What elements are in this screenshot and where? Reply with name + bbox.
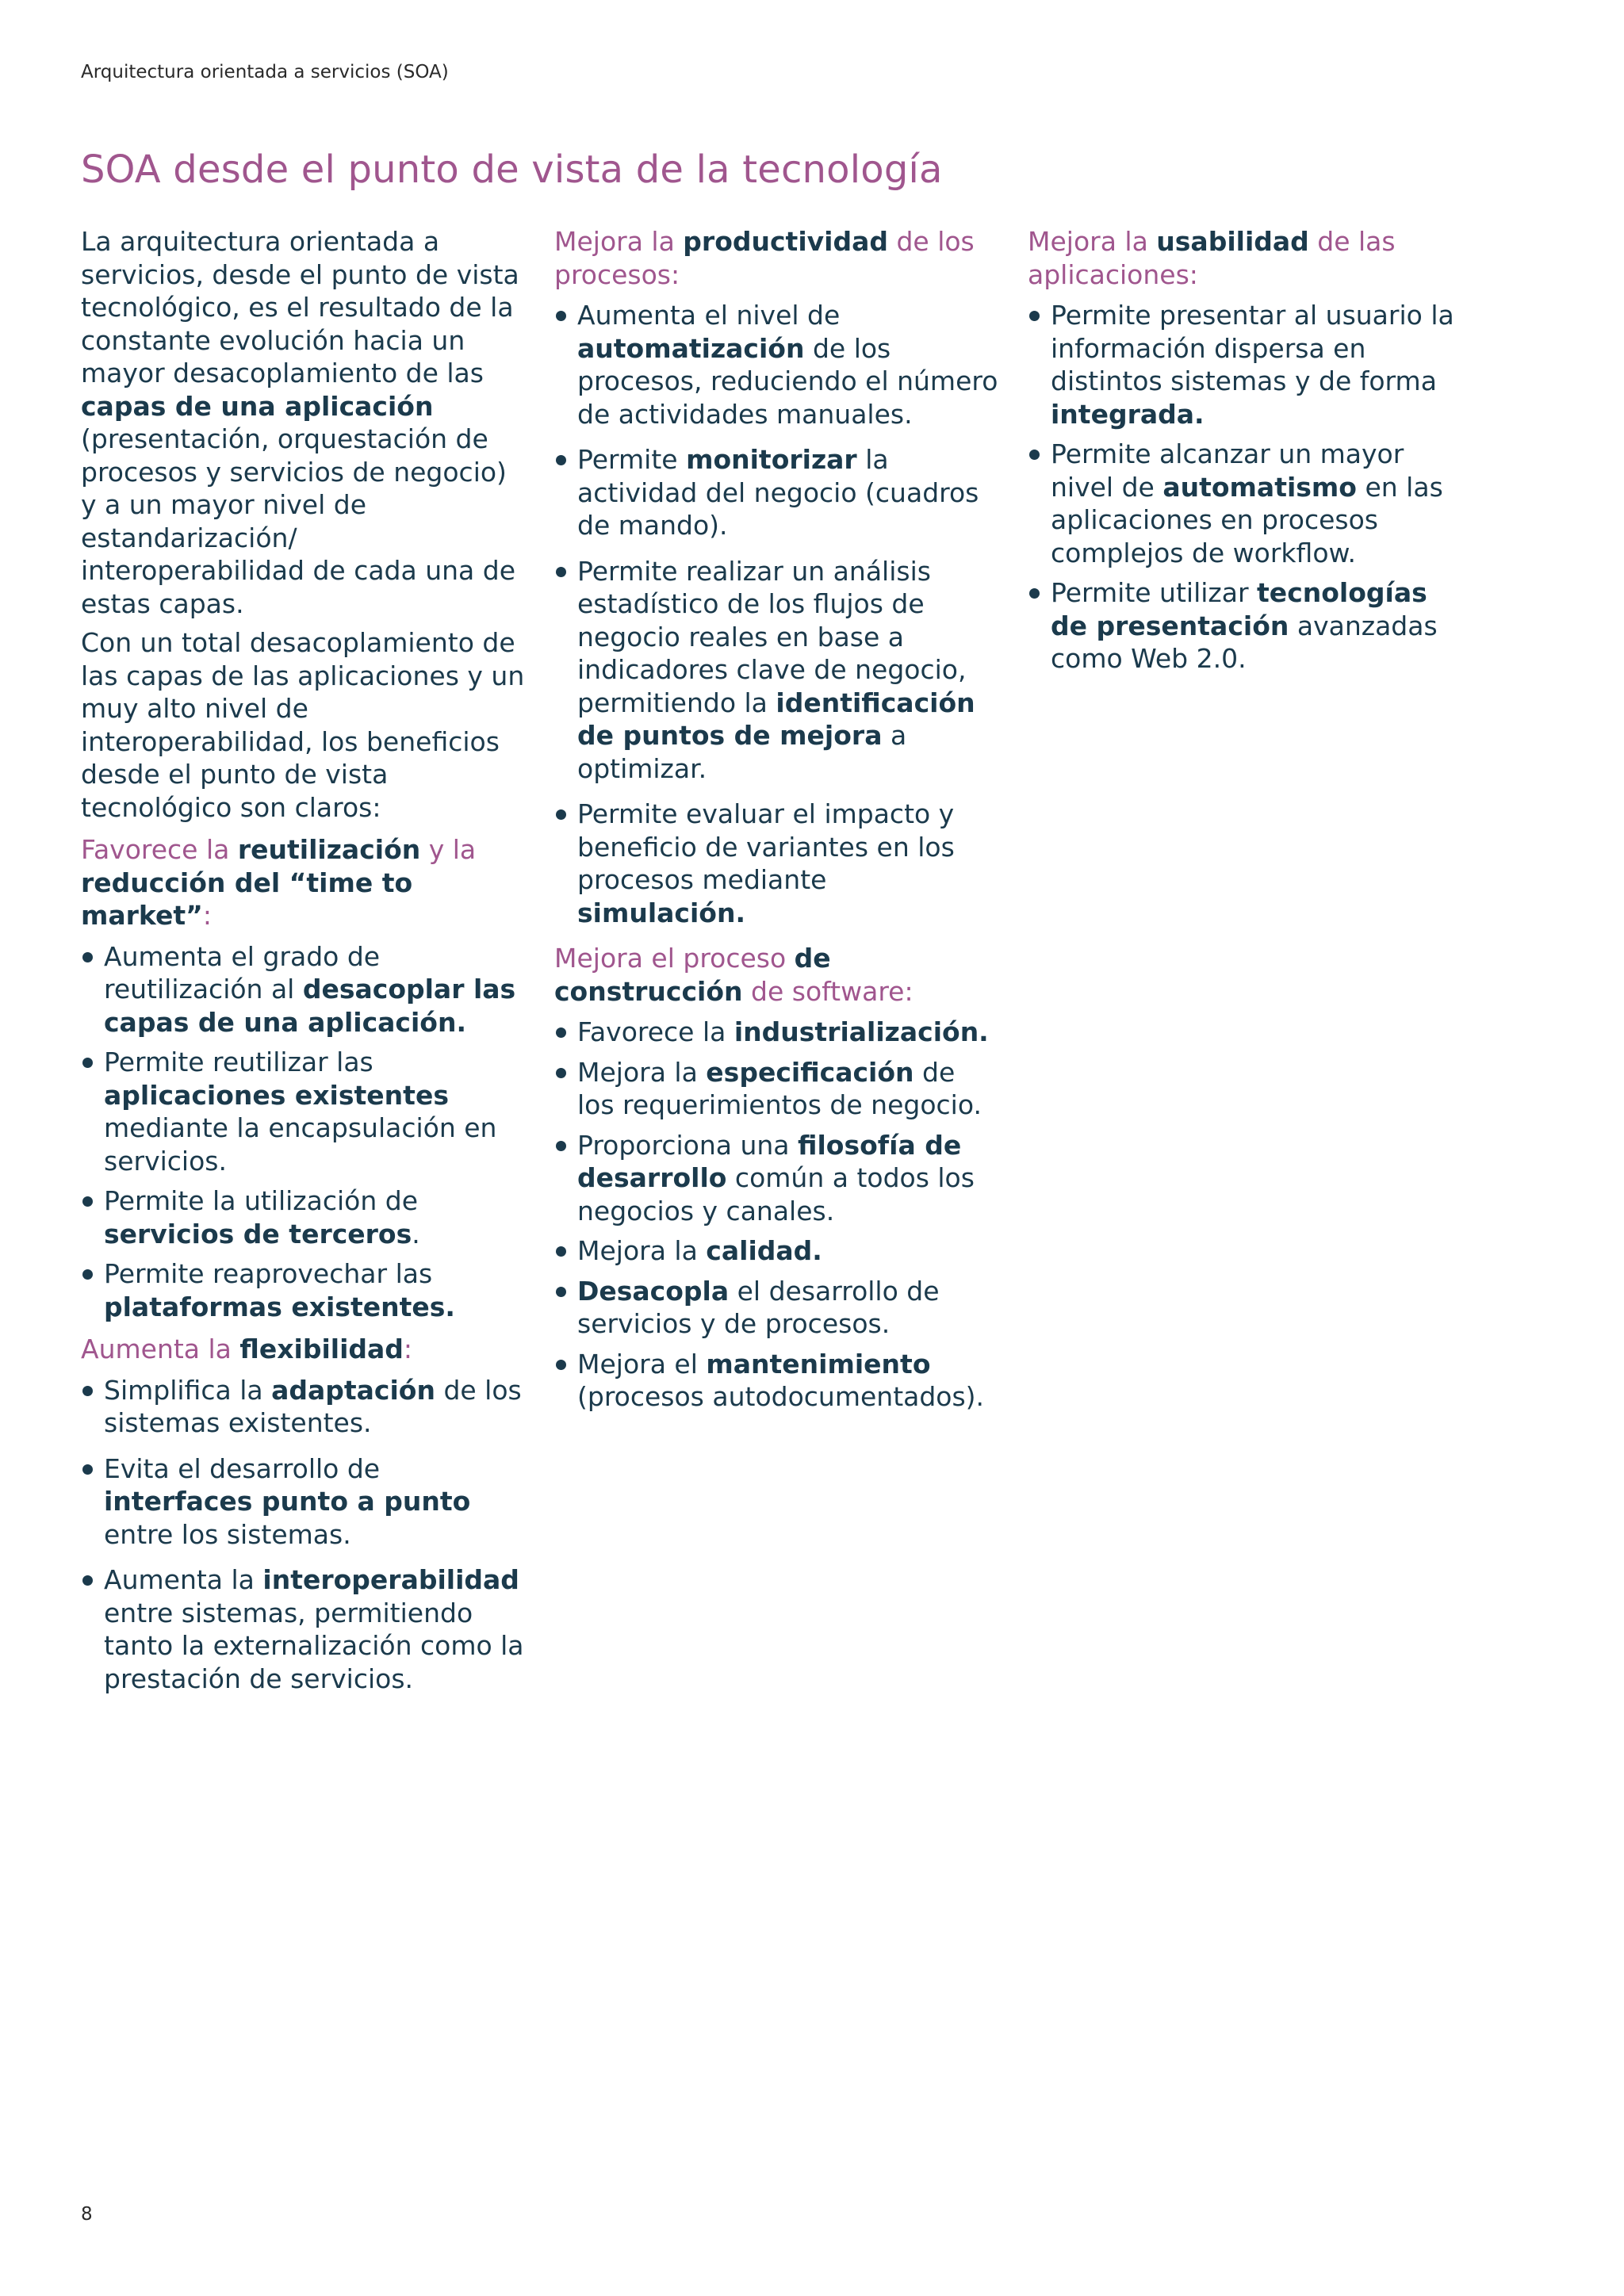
text-run: entre los sistemas.	[104, 1518, 351, 1550]
text-run: Mejora la	[577, 1235, 707, 1266]
text-run: Aumenta la	[104, 1564, 263, 1595]
text-run: Simplifica la	[104, 1374, 272, 1406]
text-run: común a todos los negocios y canales.	[577, 1162, 975, 1226]
text-run: (presentación, orquestación de procesos y servicios de negocio) y a un mayor nivel de estandarización/ interoperabilidad de cada una de estas capas.	[81, 423, 516, 619]
emphasis-text: servicios de terceros	[104, 1218, 412, 1249]
text-run: Aumenta el nivel de	[577, 300, 841, 331]
emphasis-text: flexibilidad	[239, 1334, 404, 1364]
text-run: a optimizar.	[577, 720, 907, 784]
bullet-list-reutilizacion	[81, 940, 525, 1324]
text-run: .	[412, 1218, 420, 1249]
emphasis-text: de construcción	[554, 943, 831, 1007]
emphasis-text: tecnologías de presentación	[1051, 577, 1427, 641]
emphasis-text: identificación de puntos de mejora	[577, 687, 975, 751]
emphasis-text: calidad.	[706, 1235, 822, 1266]
text-run: Mejora el	[577, 1348, 707, 1380]
list-item	[81, 940, 525, 1039]
text-run: en las aplicaciones en procesos complejos de workflow.	[1051, 471, 1443, 568]
text-run: Mejora el proceso	[554, 943, 795, 974]
text-run: (procesos autodocumentados).	[577, 1381, 985, 1412]
emphasis-text: especificación	[706, 1056, 914, 1088]
text-run: Permite reaprovechar las	[104, 1258, 433, 1289]
page-title: SOA desde el punto de vista de la tecnología	[81, 147, 943, 192]
emphasis-text: adaptación	[271, 1374, 435, 1406]
text-run: avanzadas como Web 2.0.	[1051, 610, 1438, 674]
emphasis-text: simulación.	[577, 897, 745, 928]
list-item	[1028, 576, 1472, 675]
text-run: Permite evaluar el impacto y beneficio de variantes en los procesos mediante	[577, 798, 955, 895]
emphasis-text: capas de una aplicación	[81, 390, 434, 422]
emphasis-text: Desacopla	[577, 1275, 730, 1307]
text-run: la actividad del negocio (cuadros de mando).	[577, 444, 979, 541]
list-item	[81, 1184, 525, 1250]
list-item	[554, 1056, 998, 1122]
text-run: Permite realizar un análisis estadístico de los flujos de negocio reales en base a indicadores clave de negocio, permitiendo la	[577, 555, 967, 718]
column-2	[554, 225, 998, 1421]
text-run: de los procesos:	[554, 226, 975, 290]
text-run: de los sistemas existentes.	[104, 1374, 522, 1438]
bullet-list-usabilidad	[1028, 299, 1472, 675]
text-run: mediante la encapsulación en servicios.	[104, 1112, 497, 1177]
text-run: Favorece la	[577, 1016, 734, 1047]
emphasis-text: productividad	[683, 226, 888, 257]
text-run: entre sistemas, permitiendo tanto la externalización como la prestación de servicios.	[104, 1597, 524, 1694]
list-item	[554, 1129, 998, 1228]
list-item	[554, 798, 998, 929]
text-run: Permite reutilizar las	[104, 1047, 373, 1077]
text-run: La arquitectura orientada a servicios, desde el punto de vista tecnológico, es el resultado de la constante evolución hacia un mayor desacoplamiento de las	[81, 226, 519, 388]
list-item	[81, 1563, 525, 1695]
text-run: y la	[420, 834, 477, 865]
text-run: de los procesos, reduciendo el número de actividades manuales.	[577, 332, 998, 430]
column-3	[1028, 225, 1472, 683]
list-item	[81, 1046, 525, 1177]
text-run: Aumenta la	[81, 1334, 240, 1364]
list-item	[1028, 438, 1472, 569]
section-heading-construccion-software	[554, 942, 998, 1008]
text-run: Proporciona una	[577, 1129, 799, 1161]
text-run: Aumenta el grado de reutilización al	[104, 940, 381, 1004]
emphasis-text: automatización	[577, 332, 805, 364]
text-run: Mejora la	[577, 1056, 707, 1088]
bullet-list-flexibilidad	[81, 1374, 525, 1696]
column-1	[81, 225, 525, 1708]
bullet-list-productividad	[554, 299, 998, 929]
list-item	[81, 1257, 525, 1323]
text-run: Permite alcanzar un mayor nivel de	[1051, 438, 1404, 503]
emphasis-text: reducción del “time to market”	[81, 867, 413, 931]
benefits-intro-paragraph	[81, 626, 525, 824]
emphasis-text: automatismo	[1162, 471, 1357, 503]
list-item	[554, 299, 998, 430]
text-run: Favorece la	[81, 834, 238, 865]
emphasis-text: integrada.	[1051, 398, 1205, 430]
emphasis-text: desacoplar las capas de una aplicación.	[104, 974, 516, 1038]
emphasis-text: usabilidad	[1156, 226, 1309, 257]
emphasis-text: mantenimiento	[706, 1348, 931, 1380]
text-run: Mejora la	[1028, 226, 1157, 257]
text-run: Permite	[577, 444, 687, 475]
list-item	[81, 1374, 525, 1440]
list-item	[554, 443, 998, 542]
emphasis-text: reutilización	[237, 834, 421, 865]
list-item	[81, 1452, 525, 1552]
text-run: el desarrollo de servicios y de procesos.	[577, 1275, 940, 1339]
section-heading-reutilizacion	[81, 833, 525, 932]
text-run: Permite la utilización de	[104, 1185, 418, 1216]
section-heading-productividad	[554, 225, 998, 291]
text-run: Con un total desacoplamiento de las capas de las aplicaciones y un muy alto nivel de interoperabilidad, los beneficios desde el punto de vista tecnológico son claros:	[81, 627, 525, 823]
emphasis-text: interfaces punto a punto	[104, 1486, 471, 1517]
list-item	[554, 555, 998, 786]
text-run: Evita el desarrollo de	[104, 1452, 381, 1484]
section-heading-flexibilidad	[81, 1333, 525, 1366]
bullet-list-construccion-software	[554, 1016, 998, 1414]
text-run: de software:	[742, 975, 914, 1007]
list-item	[554, 1348, 998, 1414]
emphasis-text: plataformas existentes.	[104, 1291, 455, 1322]
list-item	[554, 1016, 998, 1049]
section-heading-usabilidad	[1028, 225, 1472, 291]
emphasis-text: monitorizar	[686, 444, 857, 475]
emphasis-text: filosofía de desarrollo	[577, 1129, 962, 1193]
emphasis-text: industrialización.	[733, 1016, 989, 1047]
text-run: de las aplicaciones:	[1028, 226, 1396, 290]
emphasis-text: aplicaciones existentes	[104, 1079, 449, 1111]
list-item	[1028, 299, 1472, 430]
text-run: Permite utilizar	[1051, 577, 1258, 608]
text-run: Mejora la	[554, 226, 684, 257]
page-number: 8	[81, 2204, 93, 2225]
text-run: de los requerimientos de negocio.	[577, 1056, 982, 1120]
running-header: Arquitectura orientada a servicios (SOA)	[81, 62, 449, 82]
text-run: :	[403, 1334, 413, 1364]
text-run: :	[202, 900, 212, 931]
list-item	[554, 1275, 998, 1341]
list-item	[554, 1234, 998, 1268]
text-run: Permite presentar al usuario la información dispersa en distintos sistemas y de forma	[1051, 300, 1454, 396]
intro-paragraph	[81, 225, 525, 620]
emphasis-text: interoperabilidad	[262, 1564, 519, 1595]
